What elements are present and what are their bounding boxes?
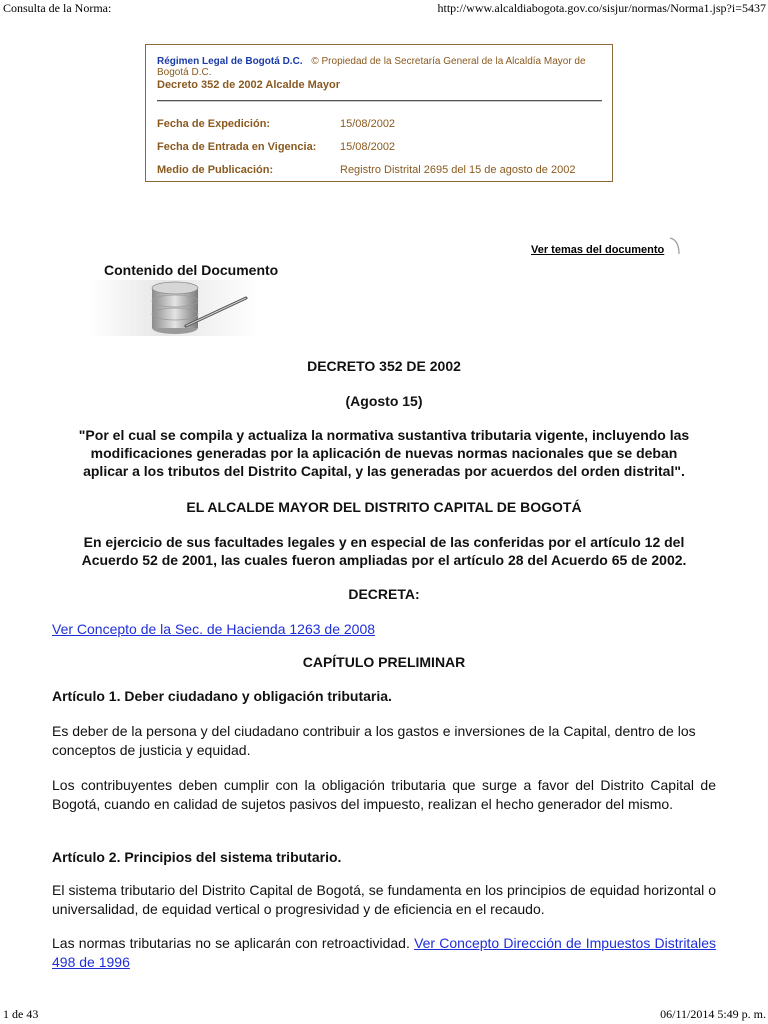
epigraph-line-2: modificaciones generadas por la aplicación de nuevas normas nacionales que se deban [90,445,678,461]
info-row-label: Medio de Publicación: [157,164,274,176]
decreta-heading: DECRETA: [348,586,420,602]
info-row-value: 15/08/2002 [340,141,396,153]
epigraph-line-3: aplicar a los tributos del Distrito Capital, y las generadas por acuerdos del orden distrital". [83,463,685,479]
article-2-paragraph-1: El sistema tributario del Distrito Capital de Bogotá, se fundamenta en los principios de equidad horizontal o universalidad, de equidad vertical o progresividad y de eficiencia en el recaudo. [52,882,716,917]
article-1-paragraph-1: Es deber de la persona y del ciudadano contribuir a los gastos e inversiones de la Capital, dentro de los conceptos de justicia y equidad. [52,723,696,758]
info-row-label: Fecha de Expedición: [157,118,271,130]
print-footer [0,1006,768,1022]
norma-info-box [145,44,613,182]
print-header-title: Consulta de la Norma: [3,1,112,15]
decreto-heading: Decreto 352 de 2002 Alcalde Mayor [157,79,341,91]
print-header-url: http://www.alcaldiabogota.gov.co/sisjur/normas/Norma1.jsp?i=5437 [437,1,766,15]
info-box-divider [157,100,602,102]
info-row-vigencia [157,141,395,153]
print-timestamp: 06/11/2014 5:49 p. m. [660,1007,766,1021]
article-2-paragraph-2 [52,934,716,972]
concepto-impuestos-link[interactable]: Ver Concepto Dirección de Impuestos Distritales 498 de 1996 [52,935,717,970]
database-pen-icon [88,276,258,340]
decreto-title: DECRETO 352 DE 2002 [307,358,461,374]
article-2-title: Artículo 2. Principios del sistema tributario. [52,849,342,865]
considerando-line-2: Acuerdo 52 de 2001, las cuales fueron ampliadas por el artículo 28 del Acuerdo 65 de 2002. [81,552,687,568]
concepto-paragraph [52,620,716,639]
regimen-legal-label: Régimen Legal de Bogotá D.C. [157,56,303,67]
decreto-date: (Agosto 15) [345,393,423,409]
article-1-paragraph-2: Los contribuyentes deben cumplir con la obligación tributaria que surge a favor del Distrito Capital de Bogotá, cuando en calidad de sujetos pasivos del impuesto, realizan el hecho generador del mismo. [52,777,716,812]
print-header [0,0,768,16]
page-count: 1 de 43 [3,1007,39,1021]
ver-temas-link[interactable]: Ver temas del documento [531,244,665,256]
page-curl-icon [668,236,682,256]
info-row-value: Registro Distrital 2695 del 15 de agosto de 2002 [340,164,576,176]
info-row-value: 15/08/2002 [340,118,396,130]
concepto-hacienda-link[interactable]: Ver Concepto de la Sec. de Hacienda 1263 de 2008 [52,621,376,637]
considerando-line-1: En ejercicio de sus facultades legales y en especial de las conferidas por el artículo 12 del [83,534,685,550]
info-row-expedicion [157,118,395,130]
info-row-publicacion [157,164,575,176]
article-2-paragraph-2-text: Las normas tributarias no se aplicarán con retroactividad. [52,935,410,951]
info-row-label: Fecha de Entrada en Vigencia: [157,141,317,153]
epigraph-line-1: "Por el cual se compila y actualiza la normativa sustantiva tributaria vigente, incluyendo las [78,427,690,443]
copyright-notice: © Propiedad de la Secretaría General de la Alcaldía Mayor de Bogotá D.C. [157,56,586,78]
contenido-title: Contenido del Documento [104,262,279,278]
article-1-title: Artículo 1. Deber ciudadano y obligación tributaria. [52,688,392,704]
authority-heading: EL ALCALDE MAYOR DEL DISTRITO CAPITAL DE BOGOTÁ [186,499,582,515]
capitulo-heading: CAPÍTULO PRELIMINAR [302,654,466,670]
info-box-header [157,56,612,78]
